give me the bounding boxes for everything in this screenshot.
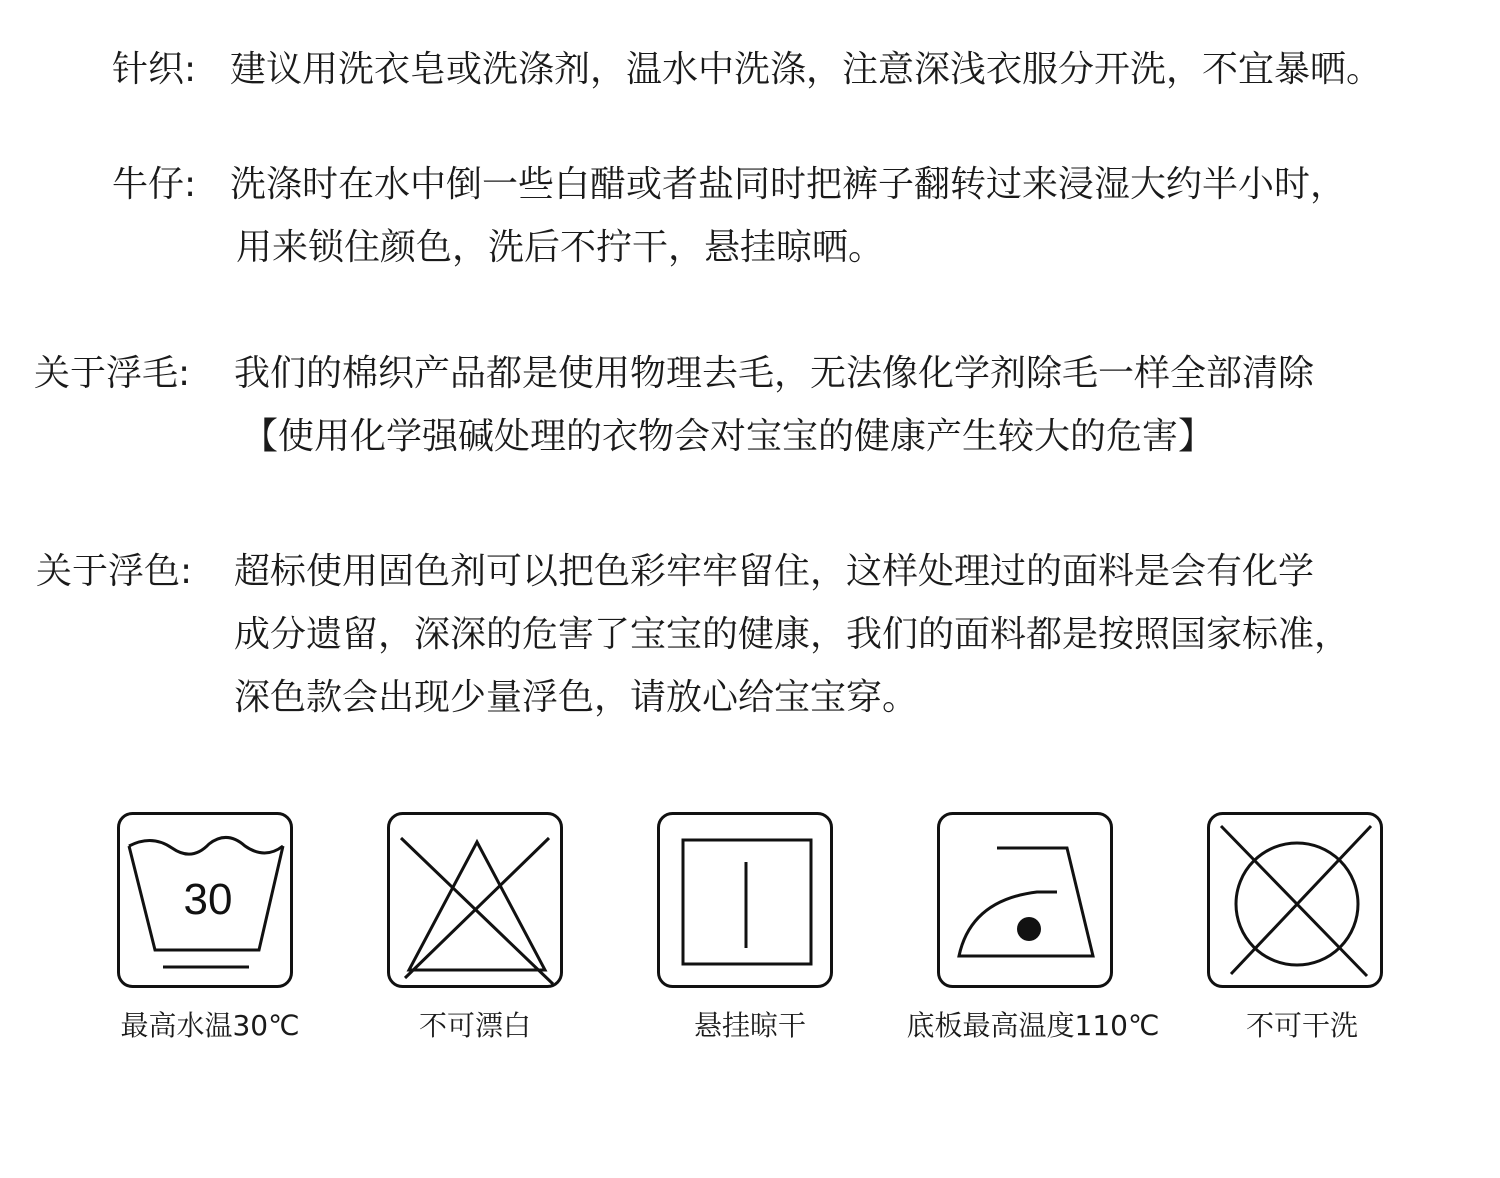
hang-dry-icon <box>657 812 833 988</box>
caption-no-dry-clean: 不可干洗 <box>1245 1009 1358 1042</box>
no-dry-clean-icon <box>1207 812 1383 988</box>
section-text-lint-2: 【使用化学强碱处理的衣物会对宝宝的健康产生较大的危害】 <box>242 416 1215 457</box>
section-text-denim-1: 洗涤时在水中倒一些白醋或者盐同时把裤子翻转过来浸湿大约半小时， <box>230 164 1347 205</box>
wash-30-icon <box>117 812 293 988</box>
no-bleach-icon <box>387 812 563 988</box>
caption-iron-110: 底板最高温度110℃ <box>906 1009 1160 1042</box>
section-label-lint: 关于浮毛: <box>34 353 191 394</box>
section-text-color-3: 深色款会出现少量浮色，请放心给宝宝穿。 <box>234 677 919 718</box>
caption-wash-30: 最高水温30℃ <box>120 1009 300 1042</box>
section-text-color-1: 超标使用固色剂可以把色彩牢牢留住，这样处理过的面料是会有化学 <box>234 551 1315 592</box>
section-text-color-2: 成分遗留，深深的危害了宝宝的健康，我们的面料都是按照国家标准， <box>234 614 1351 655</box>
caption-hang-dry: 悬挂晾干 <box>693 1009 806 1042</box>
caption-no-bleach: 不可漂白 <box>418 1009 531 1042</box>
section-label-knit: 针织: <box>112 49 197 90</box>
section-text-lint-1: 我们的棉织产品都是使用物理去毛，无法像化学剂除毛一样全部清除 <box>234 353 1315 394</box>
iron-110-icon <box>937 812 1113 988</box>
section-text-denim-2: 用来锁住颜色，洗后不拧干，悬挂晾晒。 <box>236 227 885 268</box>
wash-temp-label: 30 <box>183 875 233 924</box>
section-label-color: 关于浮色: <box>36 551 193 592</box>
section-text-knit-1: 建议用洗衣皂或洗涤剂，温水中洗涤，注意深浅衣服分开洗，不宜暴晒。 <box>230 49 1383 90</box>
section-label-denim: 牛仔: <box>112 164 197 205</box>
